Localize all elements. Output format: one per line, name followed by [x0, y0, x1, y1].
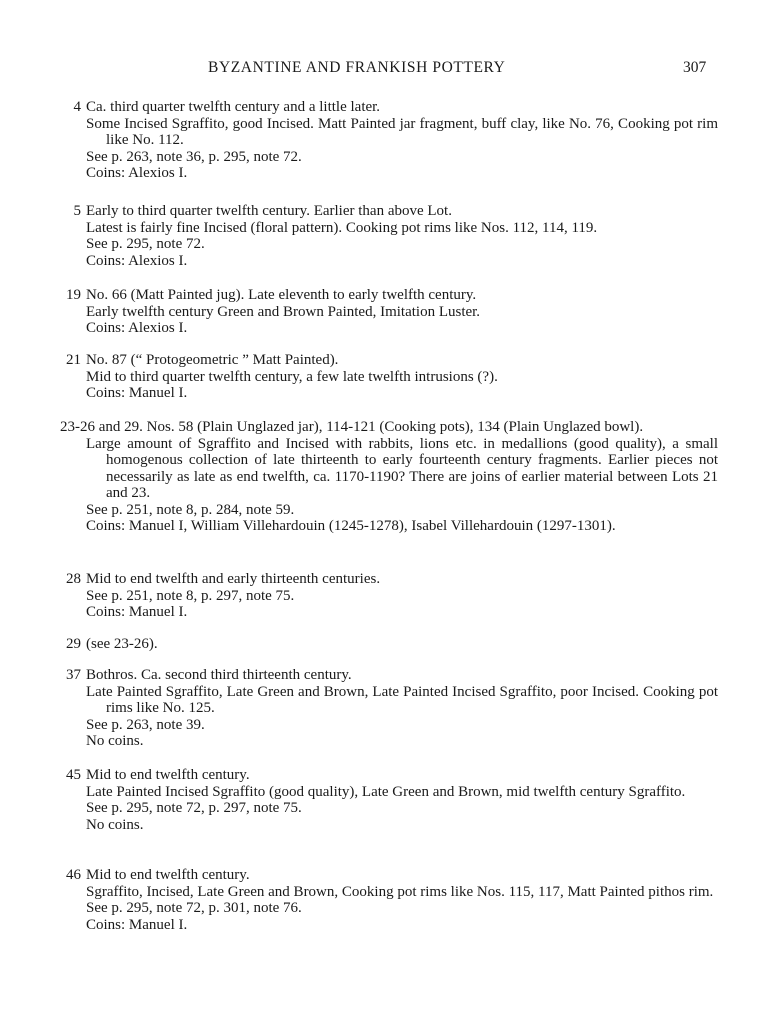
lot-entry-28	[0, 571, 784, 621]
lot-references: See p. 295, note 72.	[86, 236, 205, 252]
lot-entry-4	[0, 99, 784, 182]
lot-references: See p. 295, note 72, p. 297, note 75.	[86, 800, 302, 816]
lot-coins: Coins: Manuel I.	[86, 604, 188, 620]
lot-entry-45	[0, 767, 784, 833]
lot-entry-21	[0, 352, 784, 402]
lot-description: Late Painted Sgraffito, Late Green and Brown, Late Painted Incised Sgraffito, poor Incised. Cooking pot rims like No. 125.	[86, 683, 718, 716]
lot-entry-46	[0, 867, 784, 933]
lot-heading: Mid to end twelfth century.	[86, 867, 250, 883]
lot-description: Mid to third quarter twelfth century, a few late twelfth intrusions (?).	[86, 368, 498, 385]
lot-number: 23-26 and 29.	[60, 419, 143, 435]
lot-references: See p. 251, note 8, p. 284, note 59.	[86, 501, 295, 518]
lot-coins: Coins: Manuel I, William Villehardouin (1245-1278), Isabel Villehardouin (1297-1301).	[86, 518, 616, 534]
lot-entry-29	[0, 636, 784, 653]
lot-heading: Mid to end twelfth and early thirteenth centuries.	[86, 571, 381, 587]
lot-heading: Early to third quarter twelfth century. Earlier than above Lot.	[86, 203, 452, 219]
lot-references: See p. 295, note 72, p. 301, note 76.	[86, 900, 302, 916]
lot-entry-19	[0, 287, 784, 337]
lot-description: Sgraffito, Incised, Late Green and Brown, Cooking pot rims like Nos. 115, 117, Matt Painted pithos rim.	[86, 883, 714, 900]
page-number: 307	[683, 59, 707, 76]
lot-entry-23-26	[0, 419, 784, 535]
lot-references: See p. 263, note 36, p. 295, note 72.	[86, 148, 302, 165]
lot-number: 29	[66, 636, 81, 652]
lot-references: See p. 251, note 8, p. 297, note 75.	[86, 587, 295, 604]
lot-number: 19	[66, 287, 81, 303]
lot-heading: No. 66 (Matt Painted jug). Late eleventh to early twelfth century.	[86, 287, 477, 303]
lot-number: 37	[66, 667, 81, 683]
lot-heading: (see 23-26).	[86, 636, 158, 652]
lot-description: Early twelfth century Green and Brown Painted, Imitation Luster.	[86, 303, 481, 320]
lot-description: Some Incised Sgraffito, good Incised. Matt Painted jar fragment, buff clay, like No. 76, Cooking pot rim like No. 112.	[86, 115, 718, 148]
lot-heading: Ca. third quarter twelfth century and a little later.	[86, 99, 381, 115]
lot-number: 21	[66, 352, 81, 368]
running-title: BYZANTINE AND FRANKISH POTTERY	[208, 59, 506, 76]
lot-coins: No coins.	[86, 733, 144, 749]
lot-description: Late Painted Incised Sgraffito (good quality), Late Green and Brown, mid twelfth century Sgraffito.	[86, 783, 686, 800]
lot-number: 45	[66, 767, 81, 783]
lot-heading: Mid to end twelfth century.	[86, 767, 250, 783]
lot-references: See p. 263, note 39.	[86, 716, 205, 733]
lot-entry-5	[0, 203, 784, 269]
lot-coins: Coins: Alexios I.	[86, 252, 188, 269]
lot-coins: Coins: Manuel I.	[86, 385, 188, 401]
lot-description: Latest is fairly fine Incised (floral pattern). Cooking pot rims like Nos. 112, 114, 119.	[86, 219, 598, 236]
lot-number: 28	[66, 571, 81, 587]
lot-number: 4	[73, 99, 81, 115]
lot-description: Large amount of Sgraffito and Incised with rabbits, lions etc. in medallions (good quality), a small homogenous collection of late thirteenth to early fourteenth century fragments. Earlier pieces not necessarily as late as end twelfth, ca. 1170-1190? There are joins of earlier material between Lots 21 and 23.	[86, 435, 718, 501]
lot-coins: No coins.	[86, 816, 144, 833]
lot-number: 5	[73, 203, 81, 219]
lot-entry-37	[0, 667, 784, 750]
lot-number: 46	[66, 867, 81, 883]
lot-coins: Coins: Alexios I.	[86, 320, 188, 336]
lot-heading: Bothros. Ca. second third thirteenth century.	[86, 667, 352, 683]
lot-heading: Nos. 58 (Plain Unglazed jar), 114-121 (Cooking pots), 134 (Plain Unglazed bowl).	[146, 419, 644, 435]
lot-coins: Coins: Alexios I.	[86, 165, 188, 181]
lot-heading: No. 87 (“ Protogeometric ” Matt Painted).	[86, 352, 339, 368]
lot-coins: Coins: Manuel I.	[86, 916, 188, 933]
